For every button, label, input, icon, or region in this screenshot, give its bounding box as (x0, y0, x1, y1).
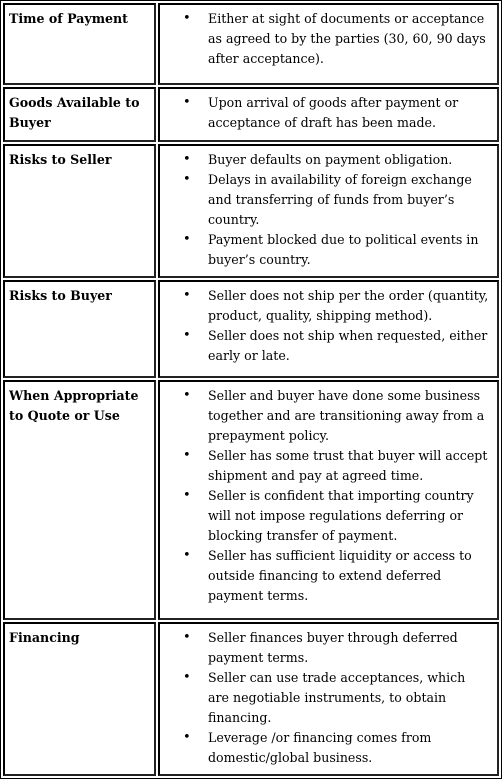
bullet-icon: • (183, 172, 191, 187)
bullet-icon: • (183, 288, 191, 303)
bullet-icon: • (183, 152, 191, 167)
bullet-icon: • (183, 388, 191, 403)
bullet-list (164, 150, 493, 270)
table-row (3, 280, 499, 378)
list-item (164, 326, 493, 366)
list-item-text: Seller does not ship when requested, either early or late. (208, 328, 488, 363)
list-item-text: Leverage /or financing comes from domestic/global business. (208, 730, 432, 765)
bullet-list (164, 386, 493, 606)
row-label: Risks to Seller (3, 144, 156, 278)
bullet-icon: • (183, 630, 191, 645)
bullet-icon: • (183, 670, 191, 685)
list-item-text: Seller has some trust that buyer will accept shipment and pay at agreed time. (208, 448, 488, 483)
bullet-icon: • (183, 548, 191, 563)
list-item (164, 150, 493, 170)
list-item-text: Seller has sufficient liquidity or access to outside financing to extend deferred payment terms. (208, 548, 472, 603)
list-item (164, 386, 493, 446)
list-item (164, 9, 493, 69)
row-label: Goods Available to Buyer (3, 87, 156, 142)
bullet-icon: • (183, 730, 191, 745)
bullet-icon: • (183, 448, 191, 463)
row-label: Risks to Buyer (3, 280, 156, 378)
list-item (164, 446, 493, 486)
table-row (3, 87, 499, 142)
table-row (3, 3, 499, 85)
row-content (158, 380, 499, 620)
list-item (164, 286, 493, 326)
list-item-text: Either at sight of documents or acceptance as agreed to by the parties (30, 60, 90 days after acceptance). (208, 11, 486, 66)
bullet-icon: • (183, 328, 191, 343)
bullet-icon: • (183, 232, 191, 247)
list-item (164, 170, 493, 230)
row-content (158, 87, 499, 142)
row-content (158, 622, 499, 776)
list-item (164, 668, 493, 728)
bullet-icon: • (183, 488, 191, 503)
row-content (158, 280, 499, 378)
list-item-text: Seller can use trade acceptances, which are negotiable instruments, to obtain financing. (208, 670, 466, 725)
list-item-text: Seller and buyer have done some business together and are transitioning away from a prepayment policy. (208, 388, 485, 443)
row-label: When Appropriate to Quote or Use (3, 380, 156, 620)
list-item (164, 546, 493, 606)
list-item (164, 93, 493, 133)
list-item (164, 728, 493, 768)
list-item (164, 230, 493, 270)
row-label: Financing (3, 622, 156, 776)
table-row (3, 144, 499, 278)
list-item-text: Payment blocked due to political events in buyer’s country. (208, 232, 479, 267)
bullet-list (164, 628, 493, 768)
bullet-list (164, 93, 493, 133)
bullet-icon: • (183, 95, 191, 110)
bullet-list (164, 9, 493, 69)
list-item-text: Delays in availability of foreign exchange and transferring of funds from buyer’s country. (208, 172, 472, 227)
bullet-list (164, 286, 493, 366)
table-row (3, 622, 499, 776)
list-item (164, 628, 493, 668)
list-item-text: Seller finances buyer through deferred payment terms. (208, 630, 458, 665)
bullet-icon: • (183, 11, 191, 26)
row-content (158, 3, 499, 85)
list-item (164, 486, 493, 546)
list-item-text: Seller does not ship per the order (quantity, product, quality, shipping method). (208, 288, 489, 323)
list-item-text: Upon arrival of goods after payment or acceptance of draft has been made. (208, 95, 459, 130)
table-row (3, 380, 499, 620)
list-item-text: Seller is confident that importing country will not impose regulations deferring or blocking transfer of payment. (208, 488, 474, 543)
row-content (158, 144, 499, 278)
list-item-text: Buyer defaults on payment obligation. (208, 152, 453, 167)
row-label: Time of Payment (3, 3, 156, 85)
